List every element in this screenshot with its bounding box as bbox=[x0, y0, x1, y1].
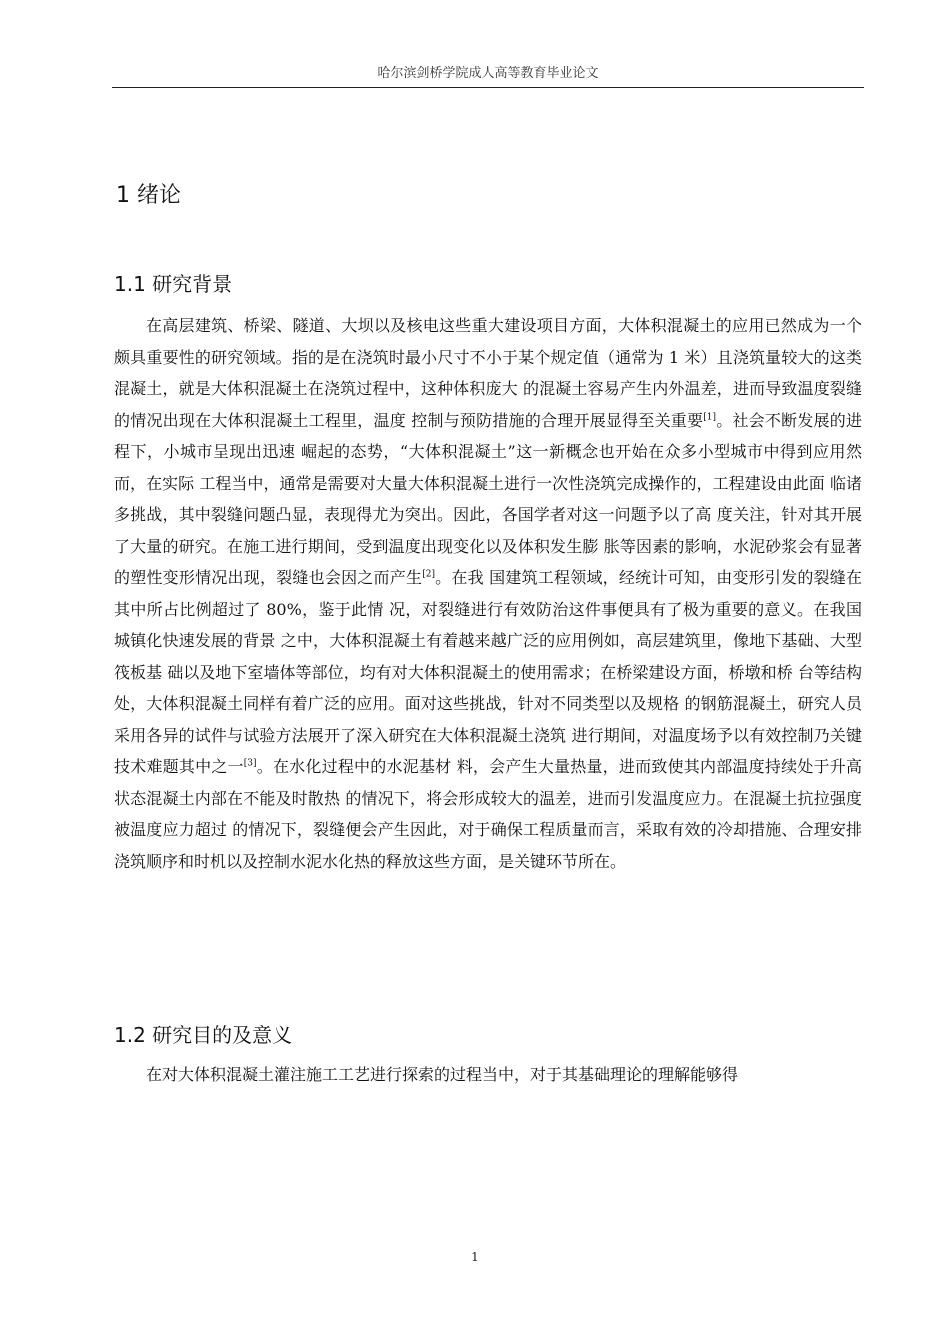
page-header: 哈尔滨剑桥学院成人高等教育毕业论文 bbox=[112, 62, 864, 88]
section-title-background: 1.1 研究背景 bbox=[114, 272, 233, 296]
body-text: 。在水化过程中的水泥基材 料，会产生大量热量，进而致使其内部温度持续处于升高状态混凝土内部在不能及时散热 的情况下，将会形成较大的温差，进而引发温度应力。在混凝土抗拉强度被温度应力超过 的情况下，裂缝便会产生因此，对于确保工程质量而言，采取有效的冷却措施、合理安排 浇筑顺序和时机以及控制水泥水化热的释放这些方面，是关键环节所在。 bbox=[114, 757, 862, 871]
citation-ref: [1] bbox=[703, 412, 716, 423]
section-title-purpose: 1.2 研究目的及意义 bbox=[114, 1023, 293, 1047]
page-number: 1 bbox=[471, 1250, 479, 1264]
section-body-purpose: 在对大体积混凝土灌注施工工艺进行探索的过程当中，对于其基础理论的理解能够得 bbox=[146, 1065, 739, 1084]
section-body-background bbox=[114, 310, 862, 877]
body-text: 。社会不断发展的进程下，小城市呈现出迅速 崛起的态势，“大体积混凝土”这一新概念也开始在众多小型城市中得到应用然而，在实际 工程当中，通常是需要对大量大体积混凝土进行一次性浇筑完成操作的，工程建设由此面 临诸多挑战，其中裂缝问题凸显，表现得尤为突出。因此，各国学者对这一问题予以了高 度关注，针对其开展了大量的研究。在施工进行期间，受到温度出现变化以及体积发生膨 胀等因素的影响，水泥砂浆会有显著的塑性变形情况出现，裂缝也会因之而产生 bbox=[114, 410, 862, 587]
citation-ref: [2] bbox=[422, 569, 435, 580]
body-text: 。在我 国建筑工程领域，经统计可知，由变形引发的裂缝在其中所占比例超过了 80%，鉴于此情 况，对裂缝进行有效防治这件事便具有了极为重要的意义。在我国城镇化快速发展的背景 之中，大体积混凝土有着越来越广泛的应用例如，高层建筑里，像地下基础、大型筏板基 础以及地下室墙体等部位，均有对大体积混凝土的使用需求；在桥梁建设方面，桥墩和桥 台等结构处，大体积混凝土同样有着广泛的应用。面对这些挑战，针对不同类型以及规格 的钢筋混凝土，研究人员采用各异的试件与试验方法展开了深入研究在大体积混凝土浇筑 进行期间，对温度场予以有效控制乃关键技术难题其中之一 bbox=[114, 568, 862, 776]
citation-ref: [3] bbox=[243, 758, 257, 769]
body-text: 在高层建筑、桥梁、隧道、大坝以及核电这些重大建设项目方面，大体积混凝土的应用已然成为一个颇具重要性的研究领域。指的是在浇筑时最小尺寸不小于某个规定值（通常为 1 米）且浇筑量较大的这类混凝土，就是大体积混凝土在浇筑过程中，这种体积庞大 的混凝土容易产生内外温差，进而导致温度裂缝的情况出现在大体积混凝土工程里，温度 控制与预防措施的合理开展显得至关重要 bbox=[114, 316, 862, 430]
chapter-title: 1 绪论 bbox=[116, 183, 181, 208]
